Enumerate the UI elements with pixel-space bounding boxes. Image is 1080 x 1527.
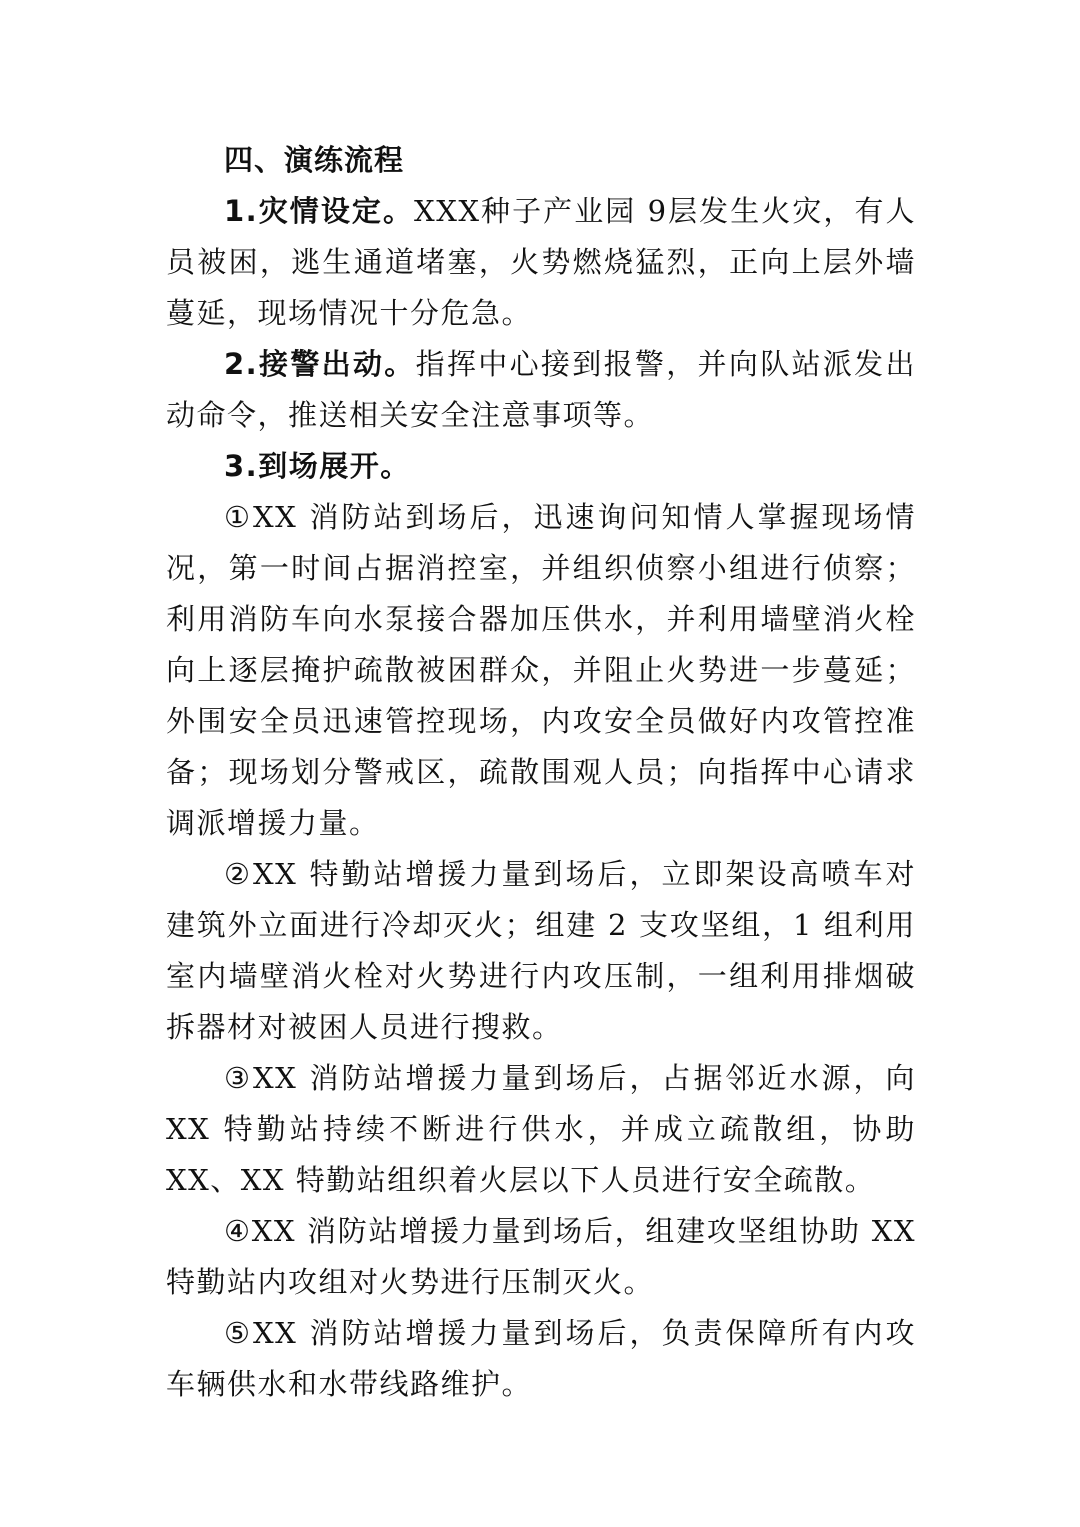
paragraph-alarm-dispatch [166, 339, 916, 441]
list-item-5: ⑤XX 消防站增援力量到场后，负责保障所有内攻车辆供水和水带线路维护。 [166, 1316, 916, 1401]
list-item-4: ④XX 消防站增援力量到场后，组建攻坚组协助 XX 特勤站内攻组对火势进行压制灭火。 [166, 1214, 916, 1299]
section-heading: 四、演练流程 [224, 143, 405, 177]
paragraph-disaster-setting [166, 186, 916, 339]
paragraph-text: 指挥中心接到报警，并向队站派发出动命令，推送相关安全注意事项等。 [166, 347, 916, 432]
paragraph-lead: 1.灾情设定。 [224, 194, 415, 228]
list-item-1: ①XX 消防站到场后，迅速询问知情人掌握现场情况，第一时间占据消控室，并组织侦察小组进行侦察；利用消防车向水泵接合器加压供水，并利用墙壁消火栓向上逐层掩护疏散被困群众，并阻止火势进一步蔓延；外围安全员迅速管控现场，内攻安全员做好内攻管控准备；现场划分警戒区，疏散围观人员；向指挥中心请求调派增援力量。 [166, 500, 916, 840]
list-item-2: ②XX 特勤站增援力量到场后，立即架设高喷车对建筑外立面进行冷却灭火；组建 2 支攻坚组，1 组利用室内墙壁消火栓对火势进行内攻压制，一组利用排烟破拆器材对被困人员进行搜救。 [166, 857, 916, 1044]
document-body [166, 135, 916, 1410]
paragraph-lead: 2.接警出动。 [224, 347, 416, 381]
paragraph-arrival-deploy [166, 441, 916, 492]
paragraph-lead: 3.到场展开。 [224, 449, 411, 483]
paragraph-text: XXX种子产业园 9层发生火灾，有人员被困，逃生通道堵塞，火势燃烧猛烈，正向上层外墙蔓延，现场情况十分危急。 [166, 194, 917, 330]
list-item-3: ③XX 消防站增援力量到场后，占据邻近水源，向 XX 特勤站持续不断进行供水，并成立疏散组，协助 XX、XX 特勤站组织着火层以下人员进行安全疏散。 [166, 1061, 916, 1197]
